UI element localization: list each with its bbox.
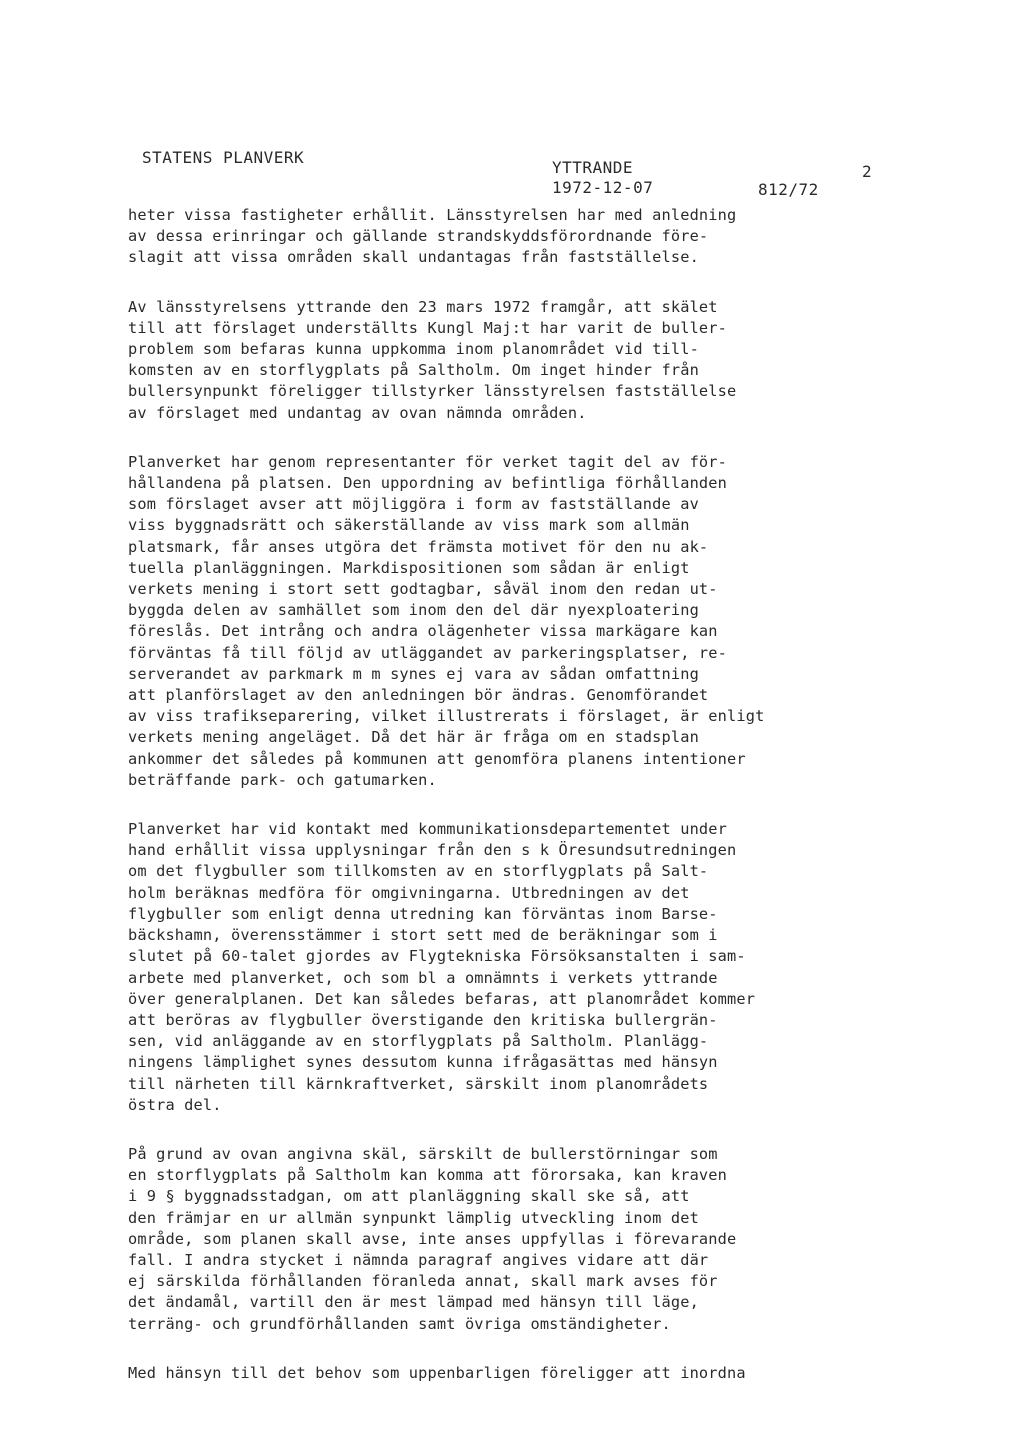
text-line: serverandet av parkmark m m synes ej vara av sådan omfattning: [128, 664, 699, 683]
text-line: av viss trafikseparering, vilket illustrerats i förslaget, är enligt: [128, 707, 765, 726]
text-line: heter vissa fastigheter erhållit. Länsstyrelsen har med anledning: [128, 206, 737, 224]
paragraph: [128, 1144, 818, 1335]
text-line: platsmark, får anses utgöra det främsta motivet för den nu ak-: [128, 537, 709, 556]
text-line: komsten av en storflygplats på Saltholm. Om inget hinder från: [128, 361, 699, 380]
paragraph: [128, 819, 818, 1116]
text-line: av dessa erinringar och gällande strandskyddsförordnande före-: [128, 227, 709, 246]
text-line: till att förslaget underställts Kungl Maj:t har varit de buller-: [128, 318, 728, 337]
text-line: som förslaget avser att möjliggöra i form av fastställande av: [128, 495, 699, 514]
document-date: 1972-12-07: [552, 178, 654, 197]
text-line: tuella planläggningen. Markdispositionen som sådan är enligt: [128, 558, 690, 577]
text-line: bäckshamn, överensstämmer i stort sett med de beräkningar som i: [128, 926, 718, 945]
text-line: Planverket har genom representanter för verket tagit del av för-: [128, 452, 728, 471]
issuing-authority: STATENS PLANVERK: [142, 148, 305, 167]
text-line: problem som befaras kunna uppkomma inom planområdet vid till-: [128, 340, 699, 359]
text-line: verkets mening i stort sett godtagbar, såväl inom den redan ut-: [128, 580, 718, 599]
text-line: fall. I andra stycket i nämnda paragraf angives vidare att där: [128, 1250, 709, 1269]
text-line: förväntas få till följd av utläggandet av parkeringsplatser, re-: [128, 643, 728, 662]
text-line: ankommer det således på kommunen att genomföra planens intentioner: [128, 749, 746, 768]
text-line: i 9 § byggnadsstadgan, om att planläggning skall ske så, att: [128, 1187, 690, 1206]
paragraph: [128, 1363, 818, 1384]
text-line: slutet på 60-talet gjordes av Flygtekniska Försöksanstalten i sam-: [128, 947, 746, 966]
text-line: en storflygplats på Saltholm kan komma att förorsaka, kan kraven: [128, 1166, 728, 1185]
text-line: viss byggnadsrätt och säkerställande av viss mark som allmän: [128, 516, 690, 535]
text-line: ej särskilda förhållanden föranleda annat, skall mark avses för: [128, 1272, 718, 1291]
text-line: sen, vid anläggande av en storflygplats på Saltholm. Planlägg-: [128, 1032, 709, 1051]
page-number: 2: [862, 162, 873, 181]
text-line: att planförslaget av den anledningen bör ändras. Genomförandet: [128, 686, 709, 705]
text-line: Av länsstyrelsens yttrande den 23 mars 1972 framgår, att skälet: [128, 297, 718, 316]
text-line: flygbuller som enligt denna utredning kan förväntas inom Barse-: [128, 904, 718, 923]
text-line: bullersynpunkt föreligger tillstyrker länsstyrelsen fastställelse: [128, 382, 737, 401]
text-line: att beröras av flygbuller överstigande den kritiska bullergrän-: [128, 1010, 718, 1029]
paragraph: [128, 452, 818, 791]
text-line: Planverket har vid kontakt med kommunikationsdepartementet under: [128, 820, 728, 839]
text-line: av förslaget med undantag av ovan nämnda områden.: [128, 403, 587, 422]
text-line: verkets mening angeläget. Då det här är fråga om en stadsplan: [128, 728, 699, 747]
text-line: ningens lämplighet synes dessutom kunna ifrågasättas med hänsyn: [128, 1053, 718, 1072]
text-line: den främjar en ur allmän synpunkt lämplig utveckling inom det: [128, 1208, 699, 1227]
text-line: terräng- och grundförhållanden samt övriga omständigheter.: [128, 1314, 671, 1333]
text-line: över generalplanen. Det kan således befaras, att planområdet kommer: [128, 989, 756, 1008]
reference-number: 812/72: [758, 180, 819, 199]
text-line: arbete med planverket, och som bl a omnämnts i verkets yttrande: [128, 968, 718, 987]
text-line: det ändamål, vartill den är mest lämpad med hänsyn till läge,: [128, 1293, 699, 1312]
text-line: byggda delen av samhället som inom den del där nyexploatering: [128, 601, 699, 620]
paragraph: [128, 205, 818, 269]
text-line: hand erhållit vissa upplysningar från den s k Öresundsutredningen: [128, 841, 737, 860]
document-body: [128, 205, 818, 1384]
text-line: På grund av ovan angivna skäl, särskilt de bullerstörningar som: [128, 1144, 718, 1163]
document-type: YTTRANDE: [552, 158, 634, 177]
text-line: östra del.: [128, 1095, 222, 1114]
text-line: till närheten till kärnkraftverket, särskilt inom planområdets: [128, 1074, 709, 1093]
text-line: föreslås. Det intrång och andra olägenheter vissa markägare kan: [128, 622, 718, 641]
text-line: om det flygbuller som tillkomsten av en storflygplats på Salt-: [128, 862, 709, 881]
text-line: slagit att vissa områden skall undantagas från fastställelse.: [128, 248, 699, 267]
text-line: beträffande park- och gatumarken.: [128, 770, 437, 789]
text-line: Med hänsyn till det behov som uppenbarligen föreligger att inordna: [128, 1363, 746, 1382]
paragraph: [128, 297, 818, 424]
text-line: område, som planen skall avse, inte anses uppfyllas i förevarande: [128, 1229, 737, 1248]
text-line: holm beräknas medföra för omgivningarna. Utbredningen av det: [128, 883, 690, 902]
text-line: hållandena på platsen. Den uppordning av befintliga förhållanden: [128, 474, 728, 493]
